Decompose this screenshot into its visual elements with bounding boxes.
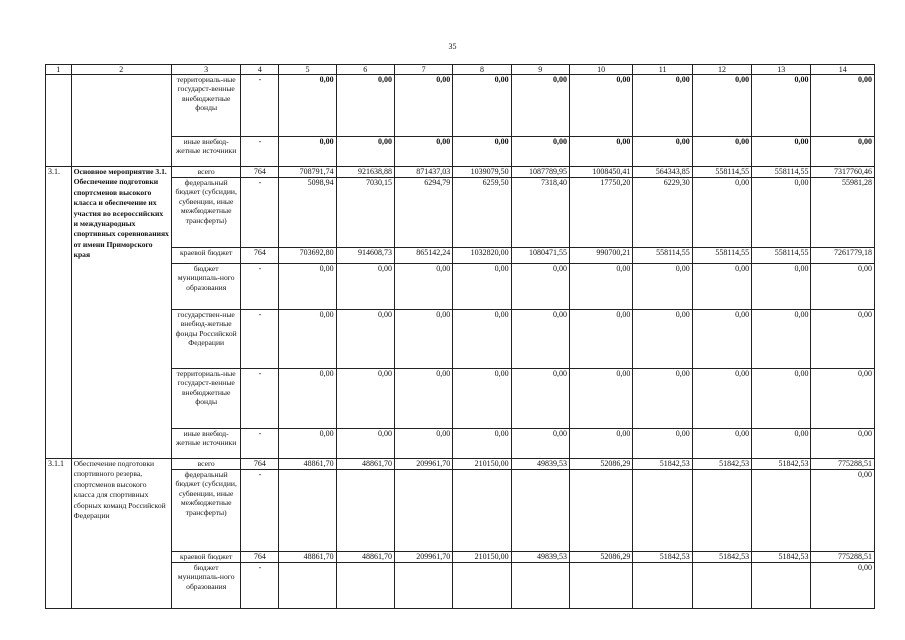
value-cell: 0,00 [569,75,632,137]
code-cell: - [241,429,279,459]
col-header: 8 [453,65,511,75]
value-cell: 871437,03 [394,167,452,178]
value-cell: 0,00 [394,264,452,310]
value-cell: 5098,94 [279,178,336,248]
value-cell: 0,00 [811,470,875,552]
value-cell [752,470,811,552]
value-cell [633,563,692,609]
value-cell: 0,00 [633,75,692,137]
col-header: 2 [71,65,171,75]
value-cell: 0,00 [336,264,394,310]
code-cell: 764 [241,248,279,264]
value-cell: 865142,24 [394,248,452,264]
code-cell: - [241,178,279,248]
value-cell: 0,00 [336,429,394,459]
value-cell: 558114,55 [633,248,692,264]
col-header: 4 [241,65,279,75]
code-cell: - [241,137,279,167]
value-cell: 7030,15 [336,178,394,248]
value-cell: 990700,21 [569,248,632,264]
funding-source: всего [171,167,241,178]
value-cell: 51842,53 [692,459,751,470]
budget-table [45,64,875,609]
value-cell: 0,00 [336,310,394,369]
value-cell: 48861,70 [336,552,394,563]
value-cell: 1008450,41 [569,167,632,178]
value-cell: 6229,30 [633,178,692,248]
value-cell: 0,00 [633,310,692,369]
value-cell: 0,00 [569,429,632,459]
value-cell [279,563,336,609]
value-cell: 48861,70 [336,459,394,470]
value-cell [279,470,336,552]
col-header: 6 [336,65,394,75]
col-header: 14 [811,65,875,75]
funding-source: всего [171,459,241,470]
value-cell: 0,00 [752,264,811,310]
value-cell [453,563,511,609]
value-cell: 564343,85 [633,167,692,178]
value-cell: 0,00 [394,429,452,459]
value-cell: 0,00 [279,75,336,137]
row-title [71,75,171,167]
value-cell: 6259,50 [453,178,511,248]
value-cell: 7318,40 [511,178,569,248]
value-cell: 0,00 [511,137,569,167]
value-cell: 0,00 [511,369,569,429]
col-header: 3 [171,65,241,75]
value-cell: 0,00 [811,429,875,459]
row-code: 3.1.1 [46,459,72,609]
value-cell: 0,00 [692,310,751,369]
value-cell [633,470,692,552]
value-cell: 0,00 [453,429,511,459]
value-cell: 0,00 [394,75,452,137]
page-number: 35 [448,42,457,51]
table-row [46,167,875,178]
value-cell: 209961,70 [394,552,452,563]
value-cell: 0,00 [511,264,569,310]
value-cell [394,470,452,552]
value-cell: 0,00 [336,369,394,429]
funding-source: федеральный бюджет (субсидии, субвенции, иные межбюджетные трансферты) [171,178,241,248]
value-cell: 210150,00 [453,552,511,563]
value-cell: 0,00 [692,429,751,459]
code-cell: 764 [241,459,279,470]
value-cell: 0,00 [752,178,811,248]
value-cell: 51842,53 [752,459,811,470]
value-cell: 209961,70 [394,459,452,470]
value-cell: 0,00 [394,369,452,429]
value-cell: 921638,88 [336,167,394,178]
value-cell: 0,00 [569,369,632,429]
value-cell: 0,00 [569,310,632,369]
value-cell: 0,00 [453,310,511,369]
code-cell: 764 [241,167,279,178]
header-row [46,65,875,75]
value-cell: 0,00 [336,75,394,137]
value-cell: 0,00 [692,264,751,310]
funding-source: государствен-ные внебюд-жетные фонды Российской Федерации [171,310,241,369]
value-cell [336,470,394,552]
value-cell: 0,00 [394,310,452,369]
value-cell: 558114,55 [692,248,751,264]
value-cell: 51842,53 [752,552,811,563]
value-cell [752,563,811,609]
value-cell: 51842,53 [633,552,692,563]
value-cell: 0,00 [633,369,692,429]
value-cell: 703692,80 [279,248,336,264]
value-cell: 0,00 [279,264,336,310]
value-cell: 0,00 [752,75,811,137]
funding-source: бюджет муниципаль-ного образования [171,264,241,310]
funding-source: краевой бюджет [171,552,241,563]
value-cell: 0,00 [569,264,632,310]
value-cell: 49839,53 [511,459,569,470]
value-cell: 0,00 [752,429,811,459]
value-cell: 7317760,46 [811,167,875,178]
value-cell: 0,00 [453,75,511,137]
value-cell: 48861,70 [279,459,336,470]
value-cell: 0,00 [692,137,751,167]
funding-source: территориаль-ные государст-венные внебюджетные фонды [171,369,241,429]
value-cell [336,563,394,609]
row-title: Основное мероприятие 3.1. Обеспечение подготовки спортсменов высокого класса и обеспечение их участия во всероссийских и международных спортивных соревнованиях от имени Приморского края [71,167,171,459]
value-cell: 0,00 [811,75,875,137]
value-cell: 49839,53 [511,552,569,563]
row-title: Обеспечение подготовки спортивного резерва, спортсменов высокого класса для спортивных сборных команд Российской Федерации [71,459,171,609]
value-cell: 1032820,00 [453,248,511,264]
value-cell: 775288,51 [811,459,875,470]
value-cell: 210150,00 [453,459,511,470]
value-cell [511,470,569,552]
value-cell [569,563,632,609]
table-row [46,459,875,470]
value-cell: 0,00 [811,264,875,310]
value-cell: 1087789,95 [511,167,569,178]
col-header: 7 [394,65,452,75]
value-cell: 0,00 [511,75,569,137]
value-cell: 0,00 [633,137,692,167]
table-row [46,75,875,137]
value-cell: 55981,28 [811,178,875,248]
value-cell: 708791,74 [279,167,336,178]
value-cell [453,470,511,552]
code-cell: - [241,310,279,369]
value-cell: 7261779,18 [811,248,875,264]
code-cell: - [241,75,279,137]
code-cell: - [241,369,279,429]
value-cell: 0,00 [633,264,692,310]
value-cell: 0,00 [811,369,875,429]
col-header: 10 [569,65,632,75]
value-cell: 0,00 [453,264,511,310]
value-cell: 51842,53 [692,552,751,563]
value-cell: 0,00 [511,310,569,369]
col-header: 11 [633,65,692,75]
row-code: 3.1. [46,167,72,459]
value-cell [692,563,751,609]
funding-source: территориаль-ные государст-венные внебюджетные фонды [171,75,241,137]
code-cell: - [241,264,279,310]
row-code [46,75,72,167]
funding-source: иные внебюд-жетные источники [171,137,241,167]
value-cell: 0,00 [752,137,811,167]
value-cell: 1039079,50 [453,167,511,178]
value-cell: 48861,70 [279,552,336,563]
value-cell: 0,00 [811,563,875,609]
col-header: 5 [279,65,336,75]
col-header: 13 [752,65,811,75]
value-cell: 6294,79 [394,178,452,248]
value-cell: 0,00 [692,75,751,137]
code-cell: 764 [241,552,279,563]
col-header: 1 [46,65,72,75]
funding-source: иные внебюд-жетные источники [171,429,241,459]
col-header: 9 [511,65,569,75]
value-cell: 0,00 [569,137,632,167]
value-cell: 0,00 [453,137,511,167]
value-cell: 0,00 [752,310,811,369]
value-cell: 0,00 [511,429,569,459]
value-cell: 0,00 [692,369,751,429]
value-cell: 0,00 [752,369,811,429]
value-cell: 17750,20 [569,178,632,248]
value-cell: 52086,29 [569,459,632,470]
value-cell: 0,00 [279,429,336,459]
value-cell: 558114,55 [752,248,811,264]
value-cell: 914608,73 [336,248,394,264]
code-cell: - [241,563,279,609]
value-cell: 0,00 [336,137,394,167]
value-cell: 0,00 [692,178,751,248]
code-cell: - [241,470,279,552]
value-cell [394,563,452,609]
value-cell [511,563,569,609]
funding-source: федеральный бюджет (субсидии, субвенции, иные межбюджетные трансферты) [171,470,241,552]
value-cell: 52086,29 [569,552,632,563]
value-cell: 0,00 [279,369,336,429]
funding-source: краевой бюджет [171,248,241,264]
value-cell: 558114,55 [692,167,751,178]
value-cell [692,470,751,552]
funding-source: бюджет муниципаль-ного образования [171,563,241,609]
value-cell [569,470,632,552]
value-cell: 0,00 [279,310,336,369]
value-cell: 558114,55 [752,167,811,178]
value-cell: 0,00 [394,137,452,167]
value-cell: 0,00 [453,369,511,429]
col-header: 12 [692,65,751,75]
value-cell: 0,00 [811,137,875,167]
value-cell: 51842,53 [633,459,692,470]
value-cell: 0,00 [633,429,692,459]
value-cell: 775288,51 [811,552,875,563]
value-cell: 1080471,55 [511,248,569,264]
value-cell: 0,00 [811,310,875,369]
value-cell: 0,00 [279,137,336,167]
